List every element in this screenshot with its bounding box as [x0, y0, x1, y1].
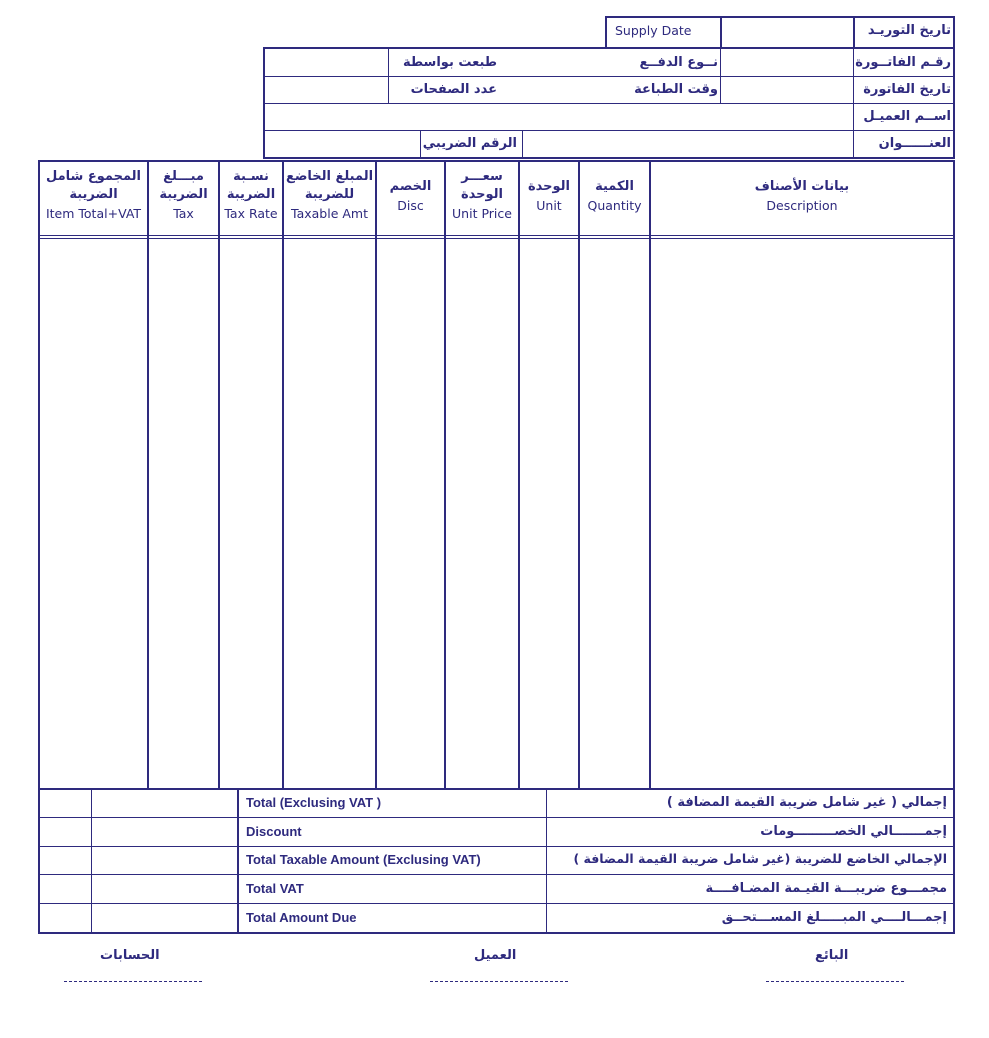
customer-signature-line — [430, 981, 568, 982]
printed-by-label: طبعت بواسطة — [403, 55, 497, 70]
accounts-signature-label: الحسابات — [100, 948, 160, 963]
total-amount-due-label: Total Amount Due — [246, 910, 357, 925]
column-header-tax-rate: نسـبة الضريبة Tax Rate — [224, 169, 278, 221]
payment-type-label: نــوع الدفــع — [639, 55, 718, 70]
column-header-tax: مبـــلغ الضريبة Tax — [159, 169, 208, 221]
customer-name-label: اســم العميـل — [863, 109, 951, 124]
seller-signature-label: البائع — [815, 948, 849, 963]
tax-number-label: الرقم الضريبي — [422, 136, 517, 151]
supply-date-label-en: Supply Date — [615, 23, 692, 38]
column-header-unit-price: سعـــر الوحدة Unit Price — [452, 169, 512, 221]
seller-signature-line — [766, 981, 904, 982]
discount-label: Discount — [246, 824, 302, 839]
total-vat-label-ar: مجمـــوع ضريبـــة القيـمة المضـافــــة — [705, 881, 947, 896]
column-header-quantity: الكمية Quantity — [587, 179, 642, 213]
column-header-item-total: المجموع شامل الضريبة Item Total+VAT — [45, 169, 142, 221]
total-taxable-label-ar: الإجمالي الخاضع للضريبة (غير شامل ضريبة القيمة المضافة ) — [573, 851, 947, 866]
total-taxable-label: Total Taxable Amount (Exclusing VAT) — [246, 852, 481, 867]
discount-label-ar: إجمـــــــالي الخصـــــــــومات — [760, 824, 947, 839]
column-header-unit: الوحدة Unit — [527, 179, 571, 213]
invoice-date-label: تاريخ الفاتورة — [863, 82, 951, 97]
invoice-number-label: رقـم الفاتــورة — [855, 55, 951, 70]
supply-date-label: تاريخ التوريـد — [867, 23, 951, 38]
print-time-label: وقت الطباعة — [634, 82, 718, 97]
address-label: العنــــــوان — [878, 136, 951, 151]
column-header-description: بيانات الأصناف Description — [754, 179, 850, 213]
page-count-label: عدد الصفحات — [410, 82, 497, 97]
total-amount-due-label-ar: إجمـــالــــي المبـــــلغ المســـتحــق — [721, 910, 947, 925]
total-vat-label: Total VAT — [246, 881, 304, 896]
total-excl-vat-label-ar: إجمالي ( غير شامل ضريبة القيمة المضافة ) — [666, 795, 947, 810]
customer-signature-label: العميل — [474, 948, 517, 963]
accounts-signature-line — [64, 981, 202, 982]
column-header-taxable-amount: المبلغ الخاضع للضريبة Taxable Amt — [285, 169, 374, 221]
column-header-discount: الخصم Disc — [389, 179, 432, 213]
total-excl-vat-label: Total (Exclusing VAT ) — [246, 795, 382, 810]
